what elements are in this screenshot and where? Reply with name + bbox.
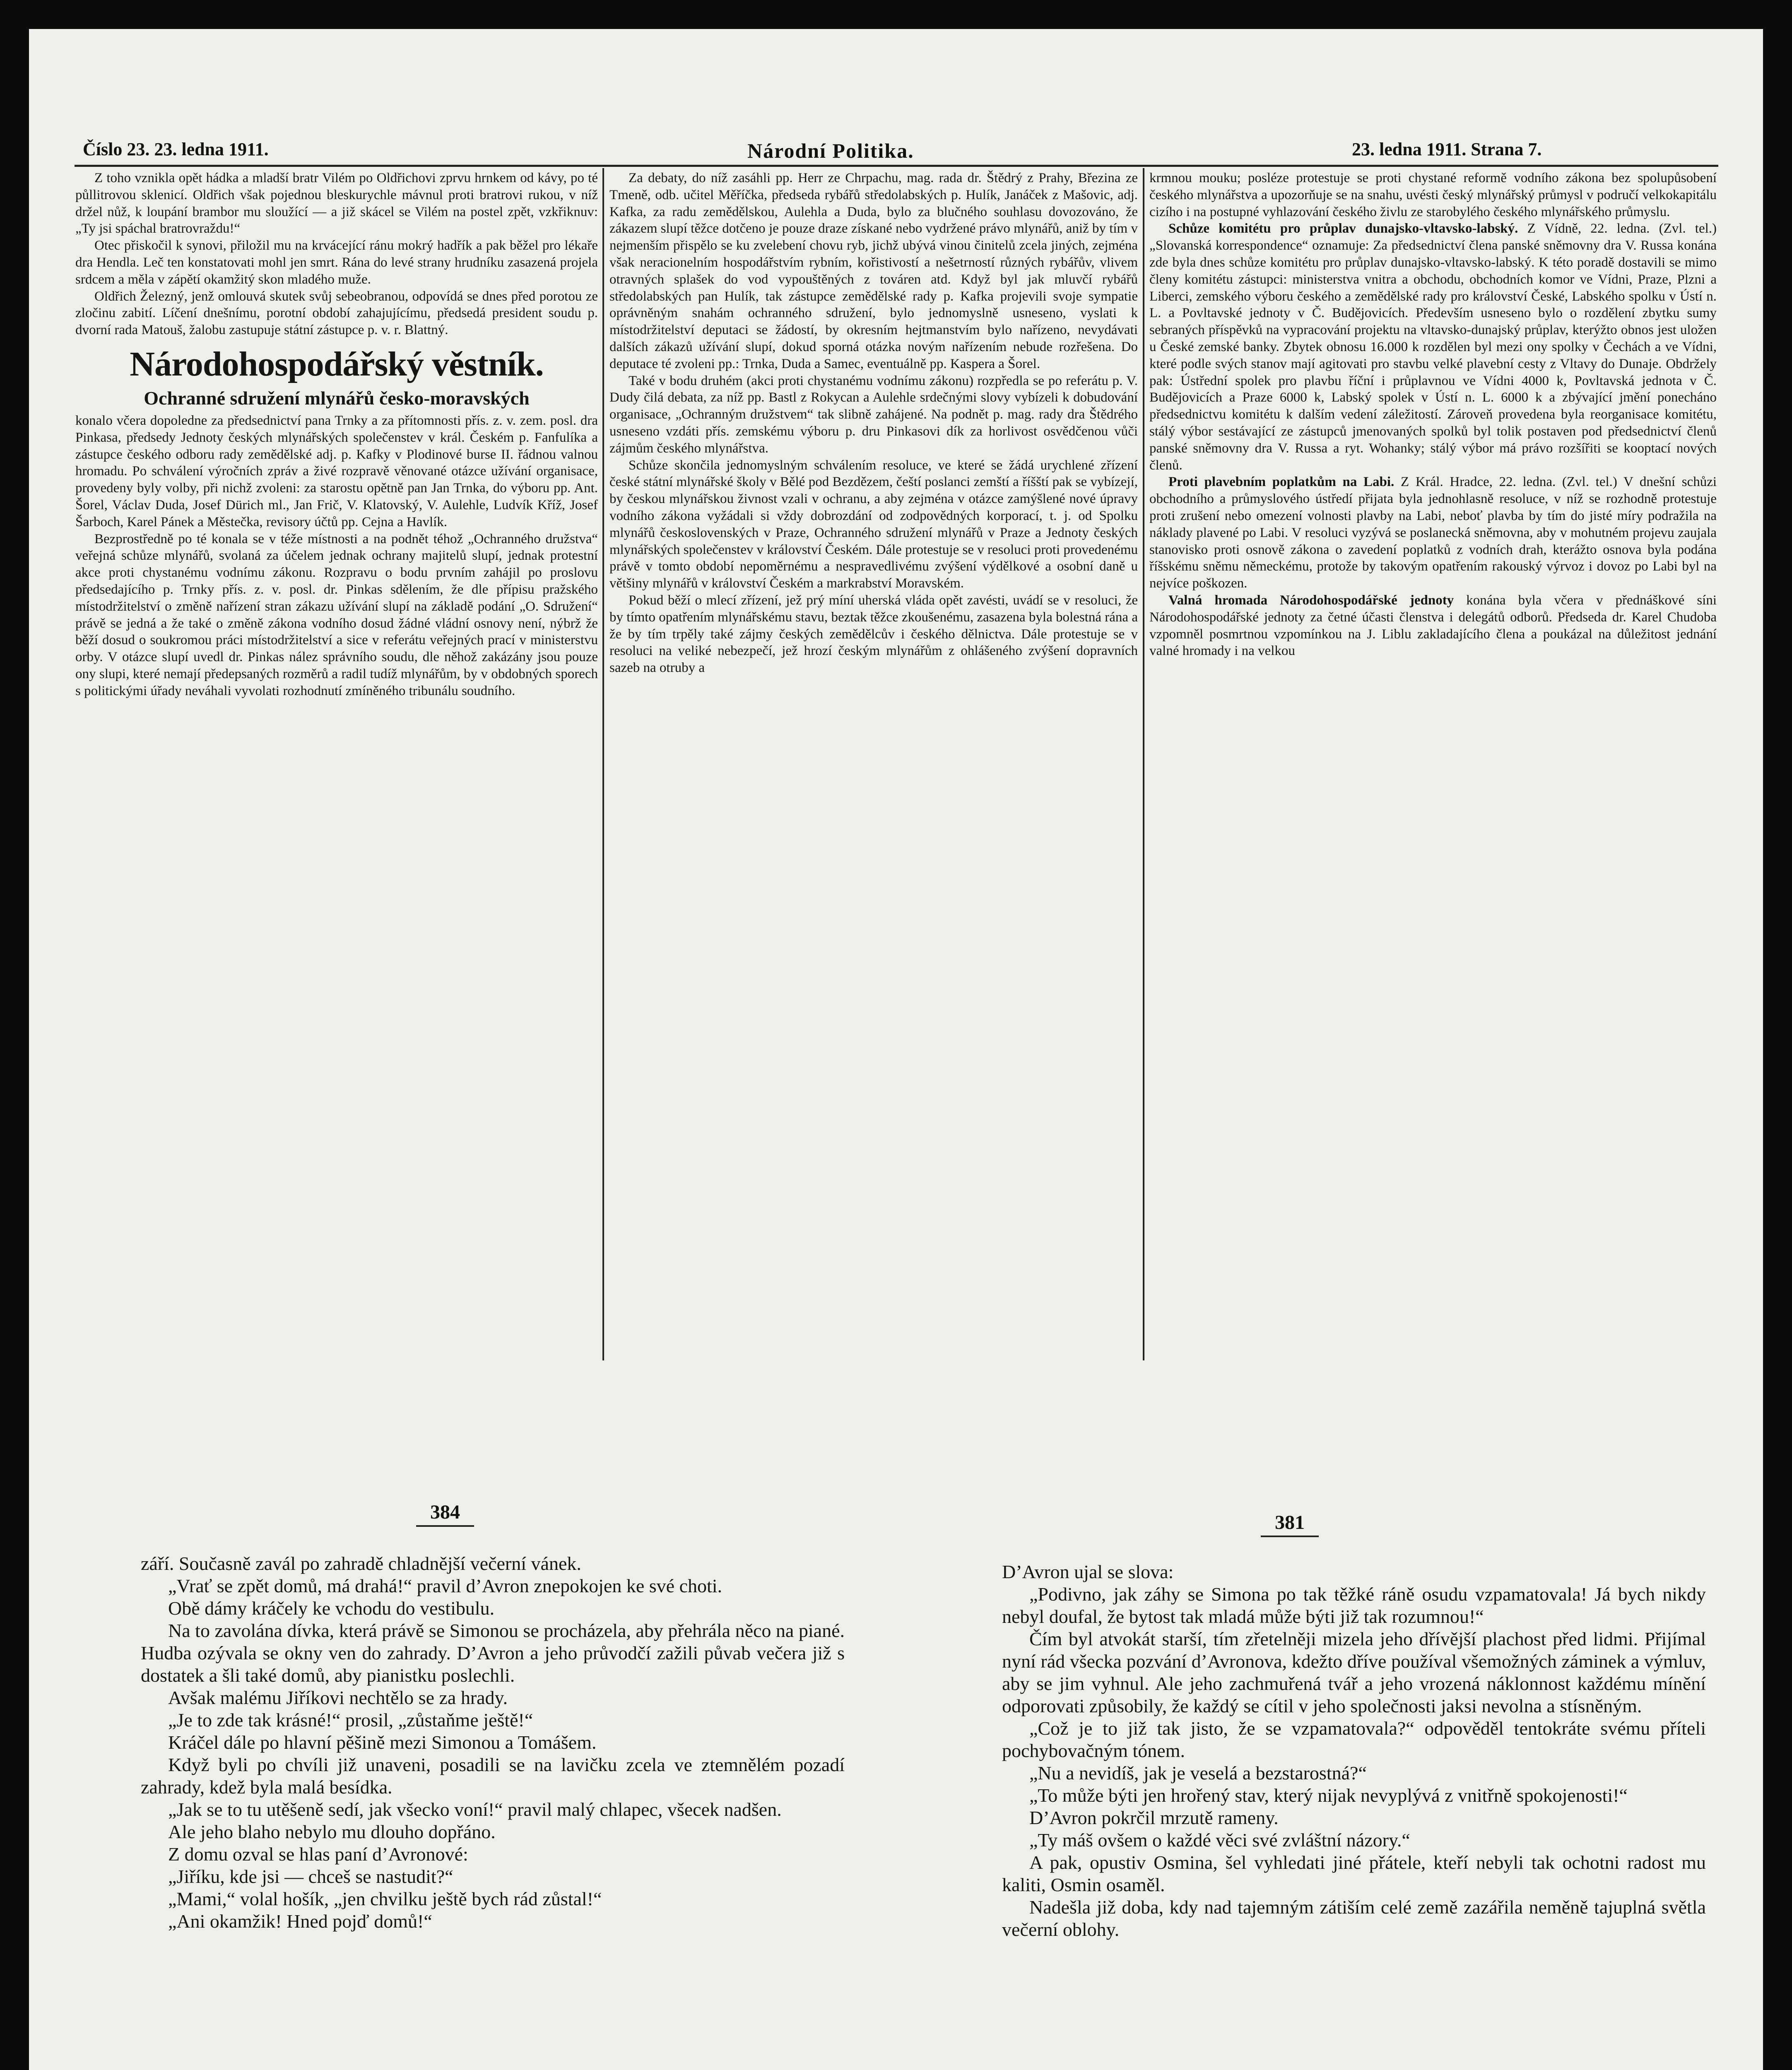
novel-paragraph: D’Avron ujal se slova:: [1002, 1561, 1174, 1582]
novel-paragraph: „Jak se to tu utěšeně sedí, jak všecko voní!“ pravil malý chlapec, všecek nadšen.: [168, 1799, 782, 1820]
article-paragraph: Z toho vznikla opět hádka a mladší bratr Vilém po Oldřichovi zprvu hrnkem od kávy, po té půllitrovou sklenicí. Oldřich však pojednou bleskurychle mávnul proti bratrovi rukou, v níž držel nůž, k loupání brambor mu sloužící — a již skácel se Vilém na postel zpět, vzkřiknuv: „Ty jsi spáchal bratrovraždu!“: [75, 171, 598, 236]
header-right: 23. ledna 1911. Strana 7.: [1352, 139, 1542, 159]
article-paragraph: konalo včera dopoledne za předsednictví pana Trnky a za přítomnosti přís. z. v. zem. posl. dra Pinkasa, předsedy Jednoty českých mlynářských společenstev v král. Českém p. Fanfulíka a zástupce českého odboru rady zemědělské adj. p. Kafky v Plodinové burse II. řádnou valnou hromadu. Po schválení výročních zpráv a živé rozpravě věnované otázce užívání organisace, provedeny byly volby, při nichž zvoleni: za starostu opětně pan Jan Trnka, do výboru pp. Ant. Šorel, Václav Duda, Josef Dürich ml., Jan Frič, V. Klatovský, V. Aulehle, Ludvík Kříž, Josef Šarboch, Karel Pánek a Městečka, revisory účtů pp. Cejna a Havlík.: [75, 413, 598, 530]
novel-paragraph: „Což je to již tak jisto, že se vzpamatovala?“ odpověděl tentokráte svému příteli pochybovačným tónem.: [1002, 1718, 1706, 1761]
novel-paragraph: „Je to zde tak krásné!“ prosil, „zůstaňme ještě!“: [168, 1709, 533, 1731]
article-paragraph: Za debaty, do níž zasáhli pp. Herr ze Chrpachu, mag. rada dr. Štědrý z Prahy, Březina ze Tmeně, odb. učitel Měříčka, předseda rybářů středolabských p. Hulík, Janáček z Mašovic, adj. Kafka, za radu zemědělskou, Aulehla a Duda, bylo za blučného souhlasu dovozováno, že zákazem slupí těžce dotčeno je pouze draze získané nebo vydržené právo mlynářů, aniž by tím v nejmenším přispělo se ku zvelebení chovu ryb, jichž ubývá vinou činitelů zcela jiných, zejména však neracionelním hospodářstvím rybním, kořistivostí a nešetrností různých rybářův, vlivem otravných splašek do vod vypouštěných z továren atd. Když byl jak mluvčí rybářů středolabských pan Hulík, tak zástupce zemědělské rady p. Kafka projevili svoje sympatie oprávněným snahám ochranného sdružení, bylo jednomyslně usneseno, vyslati k místodržitelství deputaci se žádostí, by okresním hejtmanstvím bylo nařízeno, nevydávati dalších zákazů užívání slupí, dokud sporná otázka novým nařízením nebude rozřešena. Do deputace té zvoleni pp.: Trnka, Duda a Samec, eventuálně pp. Kaspera a Šorel.: [609, 171, 1138, 371]
novel-paragraph: „Jiříku, kde jsi — chceš se nastudit?“: [168, 1866, 453, 1887]
novel-paragraph: „Vrať se zpět domů, má drahá!“ pravil d’Avron znepokojen ke své choti.: [168, 1575, 723, 1596]
novel-paragraph: Nadešla již doba, kdy nad tajemným zátiším celé země zazářila neměně tajuplná světla večerní oblohy.: [1002, 1897, 1706, 1940]
novel-paragraph: „Ty máš ovšem o každé věci své zvláštní názory.“: [1029, 1829, 1410, 1851]
article-paragraph: Pokud běží o mlecí zřízení, jež prý míní uherská vláda opět zavésti, uvádí se v resoluci, že by tímto opatřením mlynářskému stavu, beztak těžce zkoušenému, zasazena byla bolestná rána a že by tím trpěly také zájmy českých zemědělcův i českého dělnictva. Dále protestuje se v resoluci na veliké nebezpečí, jež hrozí českým mlynářům z ohlášeného zvýšení dopravních sazeb na otruby a: [609, 592, 1138, 676]
novel-paragraph: Čím byl atvokát starší, tím zřetelněji mizela jeho dřívější plachost před lidmi. Přijímal nyní rád všecka pozvání d’Avronova, kdežto dříve používal všemožných záminek a výmluv, aby se jim vyhnul. Ale jeho zachmuřená tvář a jeho vrozená náklonnost každému mínění odporovati způsobily, že každý se cítil v jeho společnosti jaksi nevolna a stísněným.: [1002, 1628, 1706, 1716]
novel-paragraph: „Mami,“ volal hošík, „jen chvilku ještě bych rád zůstal!“: [168, 1888, 602, 1909]
novel-paragraph: Avšak malému Jiříkovi nechtělo se za hrady.: [168, 1687, 508, 1708]
novel-paragraph: Když byli po chvíli již unaveni, posadili se na lavičku zcela ve ztemnělém pozadí zahrady, kdež byla malá besídka.: [141, 1754, 845, 1798]
section-title: Národohospodářský věstník.: [130, 344, 544, 383]
novel-paragraph: „Podivno, jak záhy se Simona po tak těžké ráně osudu vzpamatovala! Já bych nikdy nebyl doufal, že bytost tak mladá může býti již tak rozumnou!“: [1002, 1584, 1706, 1627]
column-3: [1149, 170, 1717, 1362]
article-text: Z Vídně, 22. ledna. (Zvl. tel.) „Slovanská korrespondence“ oznamuje: Za předsednictví člena panské sněmovny dra V. Russa konána zde byla dnes schůze komitétu pro průplav dunajsko-vltavsko-labský. K této poradě dostavili se mimo členy komitétu zástupci: ministerstva vnitra a obchodu, obchodních komor ve Vídni, Praze, Plzni a Liberci, zemského výboru českého a zemědělské rady pro království České, Labského spolku v Ústí n. L. a Povltavské jednoty v Č. Budějovicích. Především usneseno bylo o rozdělení zbytku sumy sebraných příspěvků na vypracování projektu na vltavsko-dunajský průplav, kterýžto obnos jest uložen u České zemské banky. Zbytek obnosu 16.000 k rozdělen byl mezi ony spolky v Čechách a ve Vídni, které podle svých stanov mají agitovati pro stavbu velké plavební cesty z Vltavy do Dunaje. Obdržely pak: Ústřední spolek pro plavbu říční i průplavnou ve Vídni 4000 k, Povltavská jednota v Č. Budějovicích a Praze 6000 k, Labský spolek v Ústí n. L. 6000 k a zbývající jmění ponecháno předsednictvu komitétu k dalším vedení záležitostí. Zároveň provedena byla reorganisace komitétu, stálý výbor sestávající ze zástupců jmenovaných spolků byl tolik postaven pod předsednictví členů panské sněmovny dra V. Russa a ryt. Wohanky; stálý výbor má právo rozšířiti se kooptací nových členů.: [1149, 221, 1717, 473]
novel-paragraph: A pak, opustiv Osmina, šel vyhledati jiné přátele, kteří nebyli tak ochotni radost mu kaliti, Osmin osaměl.: [1002, 1852, 1706, 1895]
novel-paragraph: září. Současně zavál po zahradě chladnější večerní vánek.: [141, 1553, 581, 1574]
article-headline: Schůze komitétu pro průplav dunajsko-vltavsko-labský.: [1168, 221, 1518, 236]
novel-paragraph: Z domu ozval se hlas paní d’Avronové:: [168, 1844, 468, 1865]
header-rule: [75, 165, 1718, 167]
novel-paragraph: Na to zavolána dívka, která právě se Simonou se procházela, aby přehrála něco na piané. Hudba ozývala se okny ven do zahrady. D’Avron a jeho průvodčí zažili půvab večera již s dostatek a šli také domů, aby pianistku poslechli.: [141, 1620, 845, 1686]
novel-paragraph: Obě dámy kráčely ke vchodu do vestibulu.: [168, 1598, 495, 1619]
novel-paragraph: Kráčel dále po hlavní pěšině mezi Simonou a Tomášem.: [168, 1732, 597, 1753]
column-rule-2: [1143, 168, 1144, 1360]
novel-page-right: [1002, 1561, 1706, 2070]
scanned-newspaper-page: [29, 29, 1763, 2070]
article-paragraph: Otec přiskočil k synovi, přiložil mu na krvácející ránu mokrý hadřík a pak běžel pro lékaře dra Hendla. Leč ten konstatovati mohl jen smrt. Rána do levé strany hrudníku zasazená projela srdcem a měla v zápětí okamžitý skon mladého muže.: [75, 238, 598, 287]
article-headline: Ochranné sdružení mlynářů česko-moravských: [144, 387, 530, 409]
article-text: Z Král. Hradce, 22. ledna. (Zvl. tel.) V dnešní schůzi obchodního a průmyslového ústředí přijata byla jednohlasně resoluce, v níž se rozhodně protestuje proti zrušení nebo omezení volnosti plavby na Labi, neboť plavba by tím do jisté míry podražila na náklady plavené po Labi. V resoluci vyzývá se poslanecká sněmovna, aby v mohutném projevu zaujala stanovisko proti osnově zákona o zavedení poplatků z vodních drah, kterážto osnova byla podána říšskému sněmu německému, protože by takovým opatřením rakouský výrvoz i dovoz po Labi byl na nejvíce poškozen.: [1149, 474, 1717, 591]
novel-paragraph: „To může býti jen hrořený stav, který nijak nevyplývá z vnitřně spokojenosti!“: [1029, 1785, 1628, 1806]
article-headline: Proti plavebním poplatkům na Labi.: [1168, 474, 1395, 490]
novel-page-left: [141, 1552, 845, 2070]
novel-paragraph: „Nu a nevidíš, jak je veselá a bezstarostná?“: [1029, 1762, 1367, 1784]
masthead: Národní Politika.: [747, 139, 914, 162]
page-number-left: 384: [416, 1501, 474, 1527]
novel-paragraph: D’Avron pokrčil mrzutě rameny.: [1029, 1807, 1279, 1828]
article-paragraph: Také v bodu druhém (akci proti chystanému vodnímu zákonu) rozpředla se po referátu p. V. Dudy čilá debata, za níž pp. Bastl z Rokycan a Aulehle srdečnými slovy vybízeli k dobudování organisace, „Ochranným družstvem“ tak slibně zahájené. Na podnět p. mag. rady dra Štědrého usneseno vzdáti přís. zemskému výboru p. dru Pinkasovi dík za horlivost osvědčenou vůči zájmům českého mlynářstva.: [609, 373, 1138, 456]
column-2: [609, 170, 1138, 1362]
article-paragraph: Bezprostředně po té konala se v téže místnosti a na podnět téhož „Ochranného družstva“ veřejná schůze mlynářů, svolaná za účelem jednak ochrany majitelů slupí, jednak protestní akce proti chystanému vodnímu zákonu. Rozpravu o bodu prvním zahájil po proslovu předsedajícího p. Trnky přís. z. v. posl. dr. Pinkas sdělením, že dle přípisu pražského místodržitelství o změně nařízení stran zákazu užívání slupí na základě podání „O. Sdružení“ právě se jedná a že také o změně zákona vodního dosud žádné vládní osnovy není, nýbrž že běží dosud o soukromou práci místodržitelství a sice v referátu veřejných prací v ministerstvu orby. V otázce slupí uvedl dr. Pinkas nález správního soudu, dle něhož zakázány jsou pouze ony slupi, které nemají předepsaných rozměrů a radil tudíž mlynářům, by v obdobných sporech s politickými úřady neváhali vyvolati rozhodnutí zmíněného tribunálu soudního.: [75, 531, 598, 698]
article-headline: Valná hromada Národohospodářské jednoty: [1168, 592, 1454, 608]
novel-paragraph: Ale jeho blaho nebylo mu dlouho dopřáno.: [168, 1821, 496, 1842]
article-paragraph: krmnou mouku; posléze protestuje se proti chystané reformě vodního zákona bez spolupůsobení českého mlynářstva a upozorňuje se na snahu, uvésti český mlynářský průmysl v područí velkokapitálu cizího i na postupné vyhlazování českého živlu ze starobylého českého mlynářského průmyslu.: [1149, 171, 1717, 219]
article-paragraph: Oldřich Železný, jenž omlouvá skutek svůj sebeobranou, odpovídá se dnes před porotou ze zločinu zabití. Líčení dnešnímu, porotní období zahajujícímu, předsedá president soudu p. dvorní rada Matouš, žalobu zastupuje státní zástupce p. v. r. Blattný.: [75, 289, 598, 338]
column-rule-1: [602, 168, 604, 1360]
header-left: Číslo 23. 23. ledna 1911.: [83, 139, 269, 159]
novel-paragraph: „Ani okamžik! Hned pojď domů!“: [168, 1911, 432, 1932]
article-paragraph: Schůze skončila jednomyslným schválením resoluce, ve které se žádá urychlené zřízení české státní mlynářské školy v Bělé pod Bezdězem, čeští poslanci zemští a říšští pak se vybízejí, by českou mlynářskou živnost vzali v ochranu, a aby zejména v otázce zamýšlené nové úpravy vodního zákona vyžádali si vždy dobrozdání od zodpovědných korporací, t. j. od Spolku mlynářů československých v Praze, Ochranného sdružení mlynářů v Praze a Jednoty českých mlynářských společenstev v království Českém. Dále protestuje se v resoluci proti provedenému právě v tomto období nepoměrnému a nespravedlivému zvýšení výdělkové a osobní daně u většiny mlynářů v království Českém a markrabství Moravském.: [609, 457, 1138, 591]
column-1: [75, 170, 598, 1362]
page-number-right: 381: [1261, 1511, 1319, 1537]
article-text: konána byla včera v přednáškové síni Národohospodářské jednoty za četné účasti členstva i delegátů odborů. Předseda dr. Karel Chudoba vzpomněl posmrtnou vzpomínkou na J. Liblu zakladajícího člena a poukázal na důležitost jednání valné hromady i na velkou: [1149, 592, 1717, 659]
